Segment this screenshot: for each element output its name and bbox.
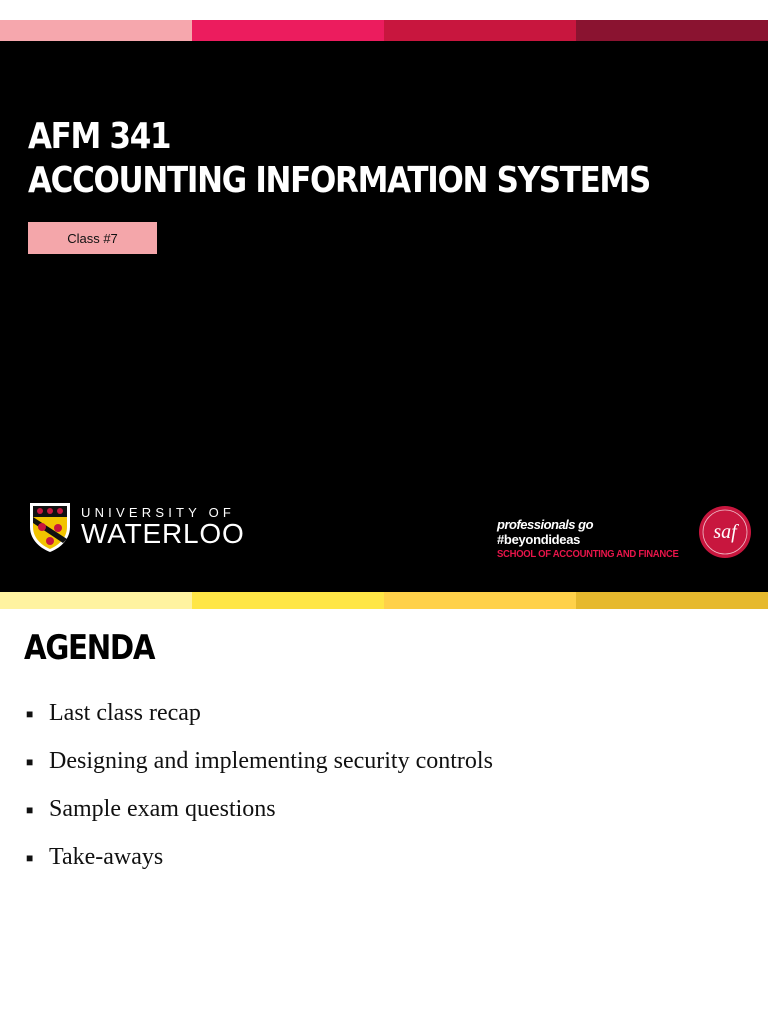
tagline-hashtag: #beyondideas [497, 532, 581, 547]
list-item [26, 700, 493, 748]
square-bullet-icon: ■ [26, 707, 34, 721]
list-item [26, 748, 493, 796]
saf-tagline [497, 517, 688, 562]
saf-logo-icon [698, 505, 752, 559]
waterloo-label: WATERLOO [81, 518, 245, 549]
list-item [26, 844, 493, 892]
course-code: AFM 341 [28, 116, 171, 157]
course-name: ACCOUNTING INFORMATION SYSTEMS [28, 160, 650, 201]
tagline-professionals-go: professionals go [497, 517, 594, 532]
agenda-list [26, 700, 493, 892]
university-of-label: UNIVERSITY OF [81, 505, 236, 520]
uw-crest-icon [28, 501, 72, 553]
course-title [28, 115, 650, 203]
title-slide [0, 41, 768, 592]
agenda-item-text: Designing and implementing security controls [49, 748, 493, 774]
square-bullet-icon: ■ [26, 851, 34, 865]
list-item [26, 796, 493, 844]
square-bullet-icon: ■ [26, 803, 34, 817]
square-bullet-icon: ■ [26, 755, 34, 769]
agenda-heading: AGENDA [24, 628, 155, 668]
top-color-strip [0, 20, 768, 41]
university-logo [28, 501, 245, 553]
tagline-school-name: SCHOOL OF ACCOUNTING AND FINANCE [497, 549, 679, 560]
agenda-item-text: Sample exam questions [49, 796, 276, 822]
agenda-item-text: Last class recap [49, 700, 201, 726]
class-number-badge: Class #7 [28, 222, 157, 254]
bottom-color-strip [0, 592, 768, 609]
agenda-item-text: Take-aways [49, 844, 164, 870]
saf-logo-text: saf [713, 521, 737, 543]
